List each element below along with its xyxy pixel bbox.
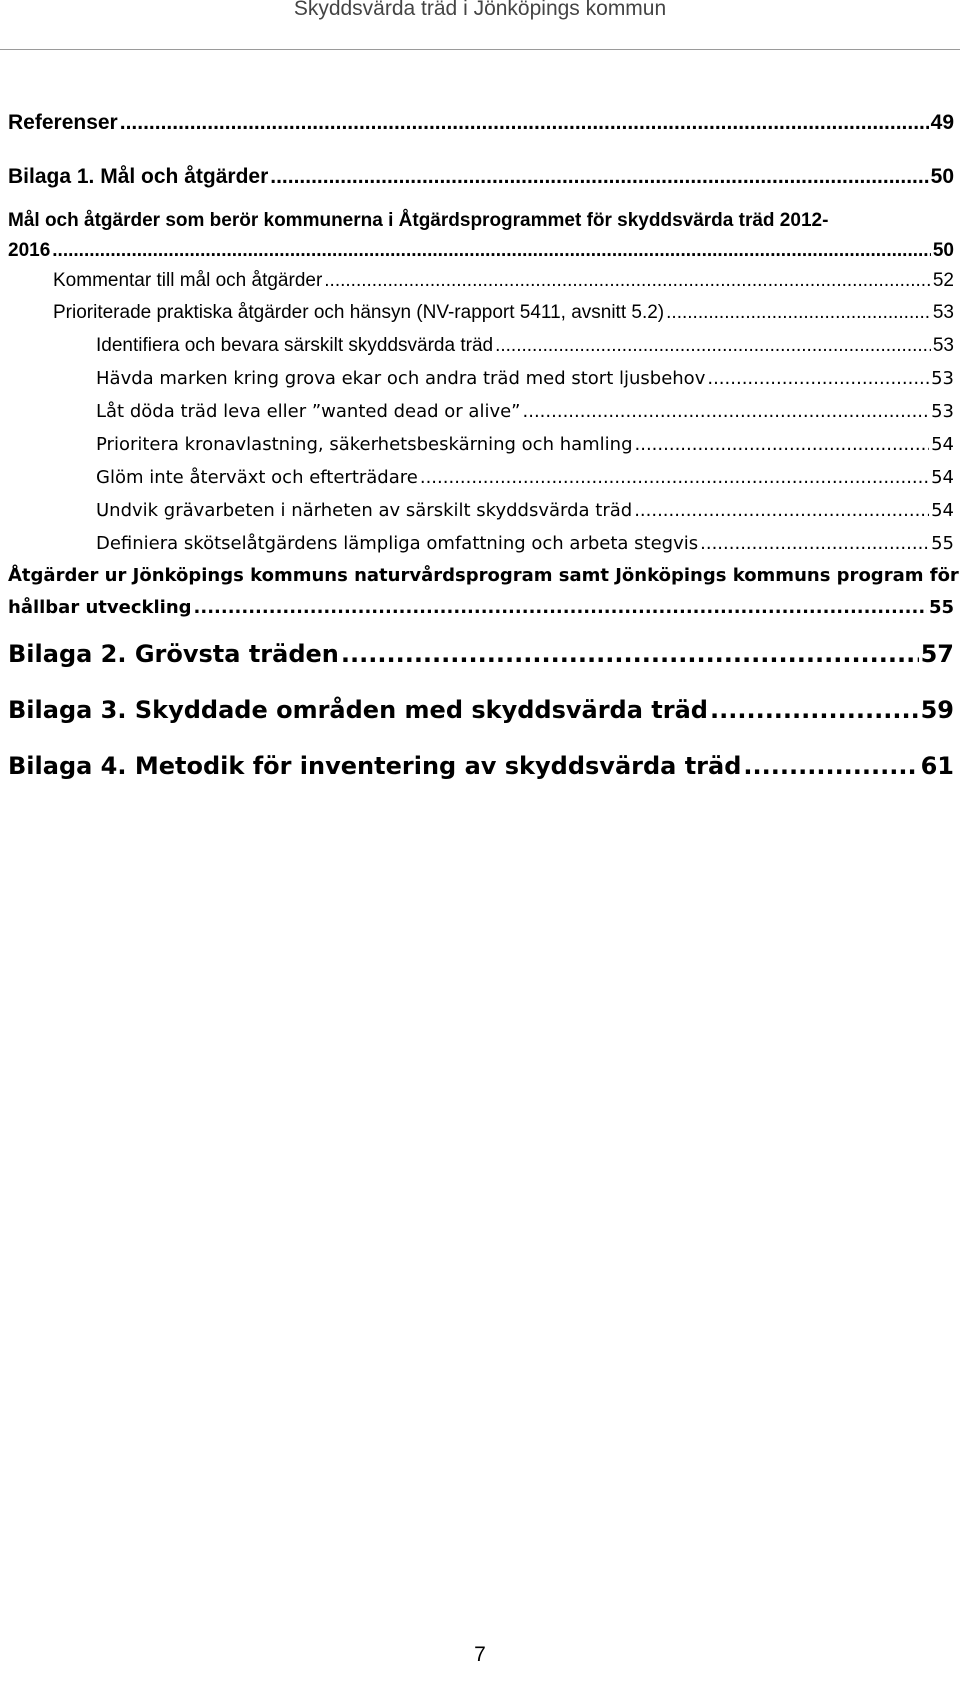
toc-entry-label: Prioriterade praktiska åtgärder och hänsyn (NV-rapport 5411, avsnitt 5.2): [53, 302, 665, 323]
toc-entry-page: 54: [931, 500, 954, 521]
toc-entry-label: Glöm inte återväxt och efterträdare: [96, 467, 418, 488]
toc-entry-prioriterade[interactable]: [8, 296, 954, 329]
toc-entry-page: 55: [928, 597, 954, 618]
page-number: 7: [474, 1643, 486, 1666]
toc-entry-page: 53: [932, 335, 954, 356]
toc-entry-label: Bilaga 1. Mål och åtgärder: [8, 165, 269, 188]
toc-entry-page: 61: [920, 752, 954, 780]
toc-entry-page: 50: [930, 165, 954, 188]
toc-entry-havda[interactable]: [8, 362, 954, 395]
dot-leader: [120, 96, 929, 150]
toc-entry-label-line2: 2016: [8, 240, 51, 261]
toc-entry-page: 55: [931, 533, 954, 554]
toc-entry-page: 53: [931, 401, 954, 422]
toc-entry-label: Kommentar till mål och åtgärder: [53, 270, 323, 291]
toc-entry-bilaga-2[interactable]: [8, 626, 954, 682]
running-header: Skyddsvärda träd i Jönköpings kommun: [293, 0, 667, 20]
dot-leader: [523, 395, 930, 428]
dot-leader: [707, 362, 929, 395]
toc-entry-label-line2: hållbar utveckling: [8, 597, 192, 618]
toc-entry-referenser[interactable]: [8, 96, 954, 150]
toc-entry-label: Undvik grävarbeten i närheten av särskilt skyddsvärda träd: [96, 500, 633, 521]
dot-leader: [194, 592, 927, 624]
dot-leader: [420, 461, 929, 494]
toc-entry-mal-och-atgarder[interactable]: [8, 206, 954, 266]
toc-entry-identifiera[interactable]: [8, 329, 954, 362]
table-of-contents: [8, 96, 959, 794]
toc-entry-label: Bilaga 2. Grövsta träden: [8, 640, 339, 668]
toc-entry-glom[interactable]: [8, 461, 954, 494]
dot-leader: [743, 738, 918, 794]
dot-leader: [635, 428, 930, 461]
toc-entry-label: Definiera skötselåtgärdens lämpliga omfattning och arbeta stegvis: [96, 533, 699, 554]
toc-entry-label: Identifiera och bevara särskilt skyddsvärda träd: [96, 335, 494, 356]
toc-entry-page: 49: [930, 111, 954, 134]
toc-entry-label: Bilaga 3. Skyddade områden med skyddsvärda träd: [8, 696, 708, 724]
toc-entry-label: Referenser: [8, 111, 118, 134]
dot-leader: [52, 236, 931, 266]
toc-entry-label-line1: Åtgärder ur Jönköpings kommuns naturvårdsprogram samt Jönköpings kommuns program för: [8, 565, 959, 586]
dot-leader: [634, 494, 929, 527]
toc-entry-page: 52: [932, 270, 954, 291]
toc-entry-page: 57: [920, 640, 954, 668]
dot-leader: [270, 150, 928, 204]
toc-entry-label: Bilaga 4. Metodik för inventering av skyddsvärda träd: [8, 752, 742, 780]
dot-leader: [710, 682, 919, 738]
dot-leader: [324, 266, 931, 296]
toc-entry-definiera[interactable]: [8, 527, 954, 560]
toc-entry-prioritera[interactable]: [8, 428, 954, 461]
dot-leader: [700, 527, 929, 560]
toc-entry-label: Låt döda träd leva eller ”wanted dead or alive”: [96, 401, 521, 422]
toc-entry-label: Hävda marken kring grova ekar och andra träd med stort ljusbehov: [96, 368, 706, 389]
header-divider: [0, 49, 960, 50]
toc-entry-bilaga-4[interactable]: [8, 738, 954, 794]
toc-entry-page: 59: [920, 696, 954, 724]
toc-entry-page: 54: [931, 434, 954, 455]
toc-entry-page: 53: [931, 368, 954, 389]
toc-entry-page: 53: [932, 302, 954, 323]
toc-entry-label-line1: Mål och åtgärder som berör kommunerna i Åtgärdsprogrammet för skyddsvärda träd 2012-: [8, 210, 829, 231]
dot-leader: [341, 626, 919, 682]
toc-entry-bilaga-3[interactable]: [8, 682, 954, 738]
toc-entry-label: Prioritera kronavlastning, säkerhetsbeskärning och hamling: [96, 434, 633, 455]
toc-entry-kommentar[interactable]: [8, 266, 954, 296]
toc-entry-bilaga-1[interactable]: [8, 150, 954, 204]
toc-entry-undvik[interactable]: [8, 494, 954, 527]
dot-leader: [495, 329, 931, 362]
toc-entry-lat-doda[interactable]: [8, 395, 954, 428]
dot-leader: [666, 296, 931, 329]
toc-entry-atgarder-naturvard[interactable]: [8, 560, 959, 624]
toc-entry-page: 54: [931, 467, 954, 488]
toc-entry-page: 50: [932, 240, 954, 261]
